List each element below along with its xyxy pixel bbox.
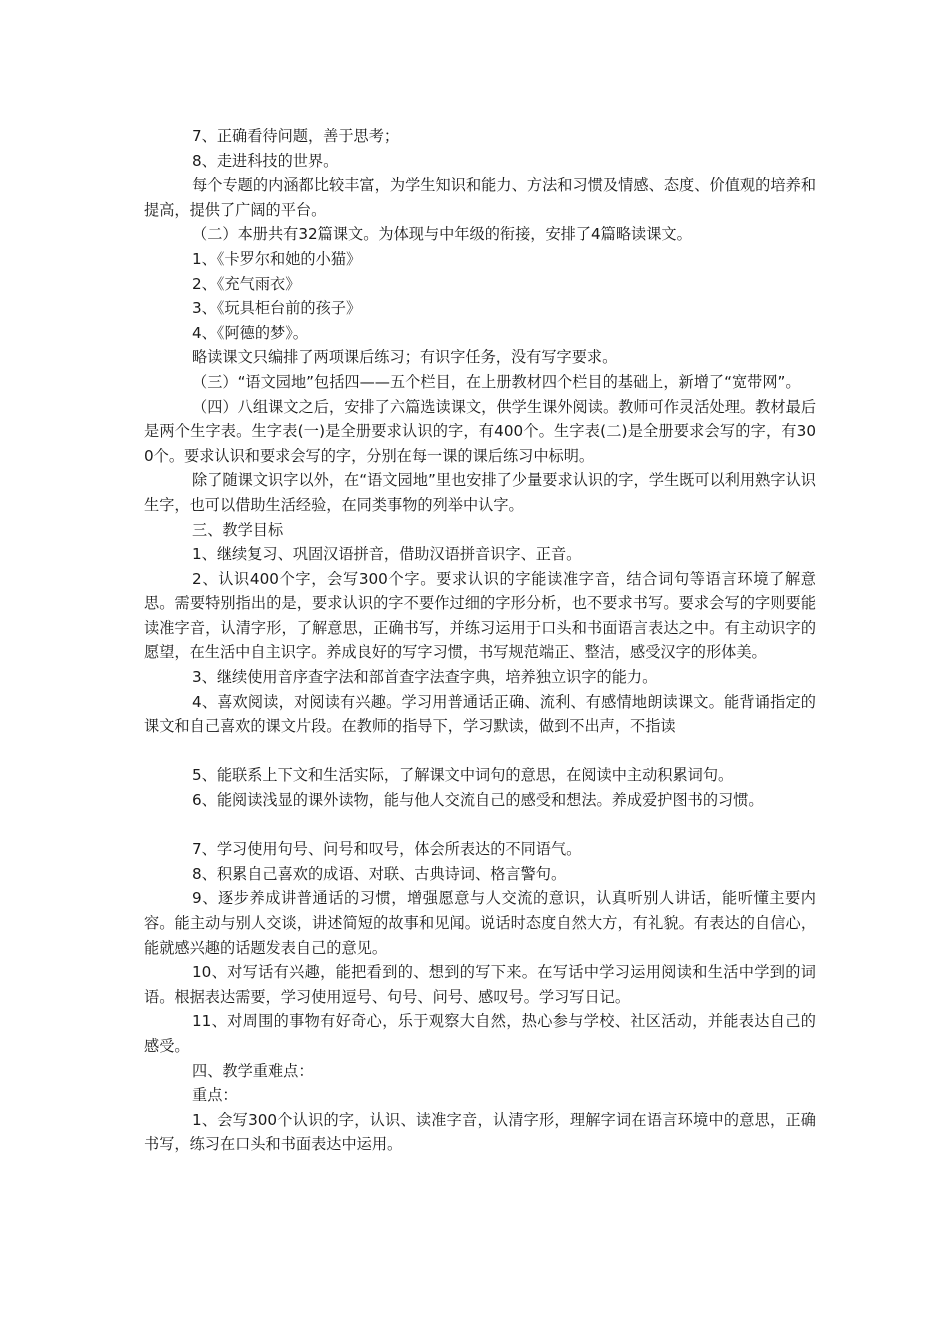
paragraph: 8、走进科技的世界。 — [192, 151, 339, 170]
paragraph: 1、《卡罗尔和她的小猫》 — [192, 249, 362, 268]
paragraph: 3、继续使用音序查字法和部首查字法查字典，培养独立识字的能力。 — [192, 668, 658, 687]
paragraph: 重点： — [192, 1086, 238, 1105]
paragraph: 四、教学重难点： — [192, 1061, 314, 1080]
paragraph: 三、教学目标 — [192, 520, 284, 539]
paragraph: 1、会写300个认识的字，认识、读准字音，认清字形，理解字词在语言环境中的意思，正确书写，练习在口头和书面表达中运用。 — [144, 1110, 816, 1154]
paragraph: 8、积累自己喜欢的成语、对联、古典诗词、格言警句。 — [192, 864, 567, 883]
paragraph: 4、喜欢阅读，对阅读有兴趣。学习用普通话正确、流利、有感情地朗读课文。能背诵指定的课文和自己喜欢的课文片段。在教师的指导下，学习默读，做到不出声，不指读 — [144, 692, 816, 736]
paragraph: 每个专题的内涵都比较丰富，为学生知识和能力、方法和习惯及情感、态度、价值观的培养和提高，提供了广阔的平台。 — [144, 176, 816, 219]
document-body — [144, 124, 816, 1157]
paragraph: 略读课文只编排了两项课后练习；有识字任务，没有写字要求。 — [192, 348, 618, 367]
paragraph: 10、对写话有兴趣，能把看到的、想到的写下来。在写话中学习运用阅读和生活中学到的词语。根据表达需要，学习使用逗号、句号、问号、感叹号。学习写日记。 — [144, 963, 816, 1006]
paragraph: （四）八组课文之后，安排了六篇选读课文，供学生课外阅读。教师可作灵活处理。教材最后是两个生字表。生字表(一)是全册要求认识的字，有400个。生字表(二)是全册要求会写的字，有300个。要求认识和要求会写的字，分别在每一课的课后练习中标明。 — [144, 397, 816, 465]
paragraph: 除了随课文识字以外，在“语文园地”里也安排了少量要求认识的字，学生既可以利用熟字认识生字，也可以借助生活经验，在同类事物的列举中认字。 — [144, 471, 816, 514]
paragraph: 2、认识400个字，会写300个字。要求认识的字能读准字音，结合词句等语言环境了解意思。需要特别指出的是，要求认识的字不要作过细的字形分析，也不要求书写。要求会写的字则要能读准字音，认清字形，了解意思，正确书写，并练习运用于口头和书面语言表达之中。有主动识字的愿望，在生活中自主识字。养成良好的写字习惯，书写规范端正、整洁，感受汉字的形体美。 — [144, 569, 816, 662]
paragraph: 11、对周围的事物有好奇心，乐于观察大自然，热心参与学校、社区活动，并能表达自己的感受。 — [144, 1012, 816, 1055]
paragraph: （三）“语文园地”包括四——五个栏目，在上册教材四个栏目的基础上，新增了“宽带网”。 — [192, 372, 801, 391]
paragraph: （二）本册共有32篇课文。为体现与中年级的衔接，安排了4篇略读课文。 — [192, 225, 692, 244]
paragraph: 7、学习使用句号、问号和叹号，体会所表达的不同语气。 — [192, 840, 582, 859]
paragraph: 4、《阿德的梦》。 — [192, 323, 308, 342]
paragraph: 9、逐步养成讲普通话的习惯，增强愿意与人交流的意识，认真听别人讲话，能听懂主要内容。能主动与别人交谈，讲述简短的故事和见闻。说话时态度自然大方，有礼貌。有表达的自信心，能就感兴趣的话题发表自己的意见。 — [144, 889, 816, 957]
blank-line — [144, 813, 816, 838]
paragraph: 6、能阅读浅显的课外读物，能与他人交流自己的感受和想法。养成爱护图书的习惯。 — [192, 791, 764, 810]
paragraph: 1、继续复习、巩固汉语拼音，借助汉语拼音识字、正音。 — [192, 545, 582, 564]
paragraph: 7、正确看待问题，善于思考； — [192, 127, 400, 145]
paragraph: 3、《玩具柜台前的孩子》 — [192, 299, 362, 318]
paragraph: 5、能联系上下文和生活实际，了解课文中词句的意思，在阅读中主动积累词句。 — [192, 766, 734, 785]
blank-line — [144, 739, 816, 764]
paragraph: 2、《充气雨衣》 — [192, 274, 301, 293]
